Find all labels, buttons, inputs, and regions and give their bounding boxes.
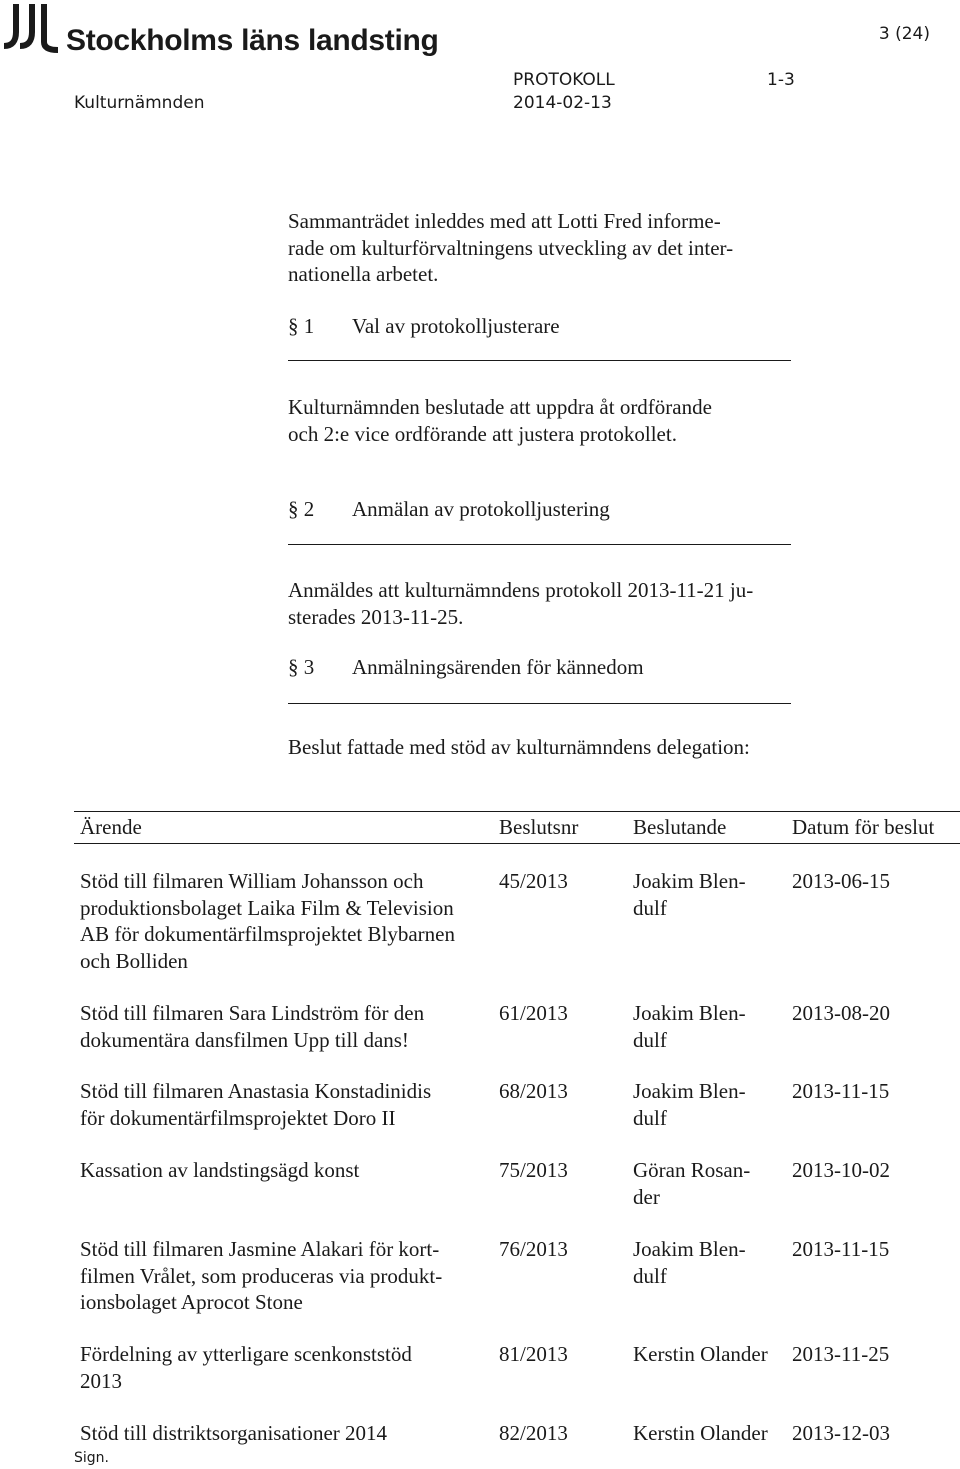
row-arende: Stöd till filmaren William Johansson och produktionsbolaget Laika Film & Television AB för dokumentärfilmsprojektet Blybarnen och Bolliden — [80, 869, 455, 973]
table-top-rule — [74, 811, 960, 812]
row-arende: Stöd till filmaren Jasmine Alakari för kort- filmen Vrålet, som produceras via produkt- ionsbolaget Aprocot Stone — [80, 1237, 443, 1314]
row-datum: 2013-06-15 — [792, 869, 890, 893]
row-beslutsnr: 45/2013 — [499, 869, 568, 893]
section-1-body: Kulturnämnden beslutade att uppdra åt ordförande och 2:e vice ordförande att justera protokollet. — [288, 395, 712, 446]
col-header-datum: Datum för beslut — [792, 815, 935, 839]
row-beslutande: Kerstin Olander — [633, 1421, 768, 1445]
row-beslutande: Joakim Blen- dulf — [633, 869, 746, 920]
row-datum: 2013-08-20 — [792, 1001, 890, 1025]
organization-name: Stockholms läns landsting — [66, 24, 439, 57]
sll-logo-icon — [2, 2, 60, 56]
col-header-beslutsnr: Beslutsnr — [499, 815, 579, 839]
row-beslutande: Joakim Blen- dulf — [633, 1001, 746, 1052]
row-arende: Kassation av landstingsägd konst — [80, 1158, 360, 1182]
row-beslutande: Joakim Blen- dulf — [633, 1237, 746, 1288]
row-beslutsnr: 82/2013 — [499, 1421, 568, 1445]
section-divider — [288, 703, 791, 704]
row-datum: 2013-11-25 — [792, 1342, 890, 1366]
row-arende: Stöd till filmaren Anastasia Konstadinidis för dokumentärfilmsprojektet Doro II — [80, 1079, 432, 1130]
col-header-beslutande: Beslutande — [633, 815, 727, 839]
row-arende: Fördelning av ytterligare scenkonststöd 2013 — [80, 1342, 412, 1393]
intro-paragraph: Sammanträdet inleddes med att Lotti Fred informe- rade om kulturförvaltningens utveckling av det inter- nationella arbetet. — [288, 209, 734, 286]
section-3-heading: § 3 Anmälningsärenden för kännedom — [288, 655, 644, 679]
committee-name: Kulturnämnden — [74, 93, 205, 113]
row-beslutsnr: 76/2013 — [499, 1237, 568, 1261]
doc-type: PROTOKOLL — [513, 70, 615, 90]
row-datum: 2013-10-02 — [792, 1158, 890, 1182]
row-beslutsnr: 81/2013 — [499, 1342, 568, 1366]
col-header-arende: Ärende — [80, 815, 142, 839]
row-datum: 2013-11-15 — [792, 1237, 890, 1261]
row-beslutande: Kerstin Olander — [633, 1342, 768, 1366]
page-number: 3 (24) — [878, 24, 930, 44]
row-arende: Stöd till filmaren Sara Lindström för den dokumentära dansfilmen Upp till dans! — [80, 1001, 425, 1052]
section-3-body: Beslut fattade med stöd av kulturnämndens delegation: — [288, 735, 750, 759]
row-beslutande: Göran Rosan- der — [633, 1158, 751, 1209]
section-divider — [288, 360, 791, 361]
section-2-heading: § 2 Anmälan av protokolljustering — [288, 497, 610, 521]
row-datum: 2013-11-15 — [792, 1079, 890, 1103]
paragraph-range: 1-3 — [767, 70, 795, 90]
row-beslutsnr: 75/2013 — [499, 1158, 568, 1182]
row-beslutsnr: 61/2013 — [499, 1001, 568, 1025]
row-beslutsnr: 68/2013 — [499, 1079, 568, 1103]
section-divider — [288, 544, 791, 545]
sign-label: Sign. — [74, 1450, 109, 1466]
section-2-body: Anmäldes att kulturnämndens protokoll 2013-11-21 ju- sterades 2013-11-25. — [288, 578, 754, 629]
table-header-rule — [74, 843, 960, 844]
row-arende: Stöd till distriktsorganisationer 2014 — [80, 1421, 388, 1445]
section-1-heading: § 1 Val av protokolljusterare — [288, 314, 560, 338]
meeting-date: 2014-02-13 — [513, 93, 612, 113]
row-beslutande: Joakim Blen- dulf — [633, 1079, 746, 1130]
row-datum: 2013-12-03 — [792, 1421, 890, 1445]
